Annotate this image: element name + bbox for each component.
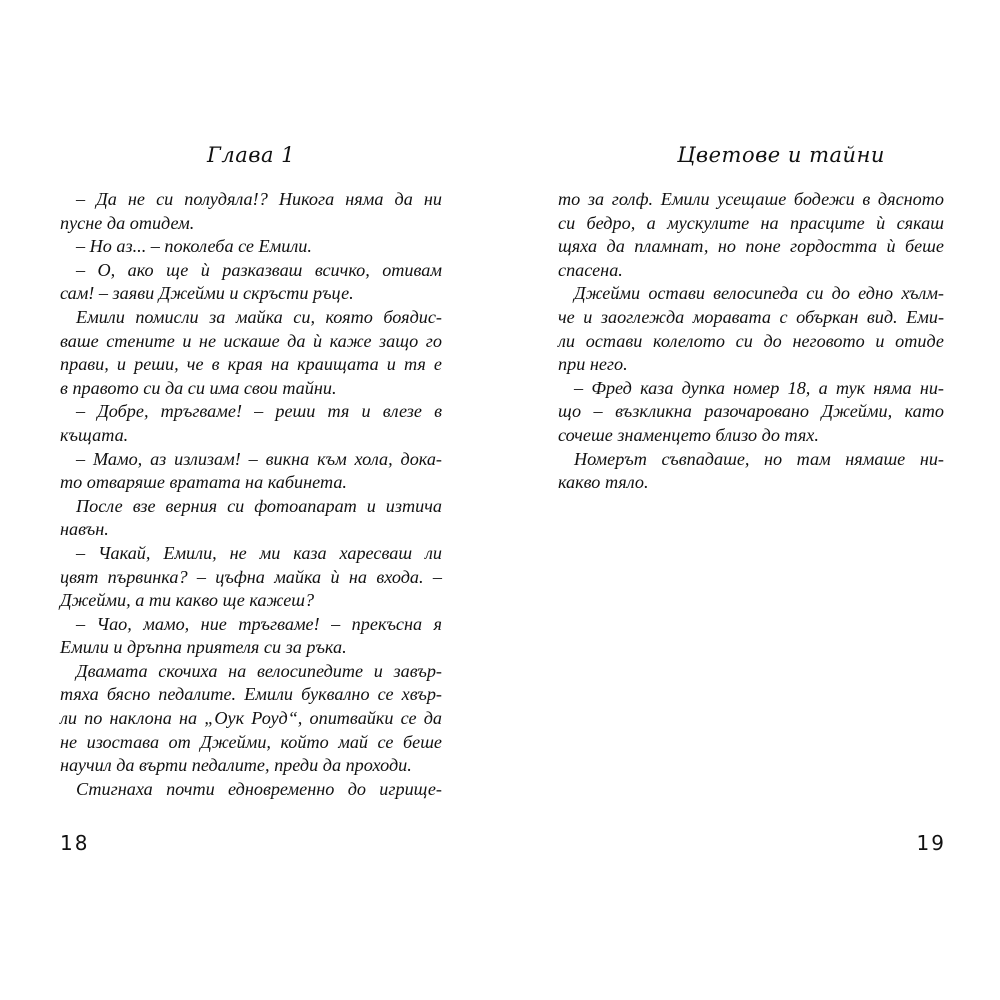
- text-line: спасена.: [558, 259, 623, 280]
- running-head-left: Глава 1: [206, 143, 296, 167]
- page-number-right: 19: [916, 831, 946, 855]
- text-line: че и заоглежда моравата с объркан вид. Еми-: [558, 306, 944, 327]
- text-line: що – възкликна разочаровано Джейми, като: [558, 401, 944, 422]
- text-line: цвят първинка? – цъфна майка ѝ на входа. –: [60, 566, 442, 587]
- text-line: – Но аз... – поколеба се Емили.: [76, 236, 312, 257]
- text-line: – Чакай, Емили, не ми каза харесваш ли: [76, 542, 442, 563]
- body-text-right: [558, 188, 944, 495]
- text-line: – Чао, мамо, ние тръгваме! – прекъсна я: [76, 613, 442, 634]
- text-line: къщата.: [60, 424, 129, 445]
- text-line: Джейми, а ти какво ще кажеш?: [60, 590, 315, 611]
- page-number-left: 18: [60, 831, 90, 855]
- text-line: навън.: [60, 519, 109, 540]
- text-line: пусне да отидем.: [60, 212, 195, 233]
- text-line: ли по наклона на „Оук Роуд“, опитвайки се да: [60, 708, 442, 729]
- text-line: – Фред каза дупка номер 18, а тук няма ни-: [574, 377, 944, 398]
- text-line: – Мамо, аз излизам! – викна към хола, дока-: [76, 448, 442, 469]
- text-line: сочеше знаменцето близо до тях.: [558, 424, 819, 445]
- text-line: Двамата скочиха на велосипедите и завър-: [76, 660, 442, 681]
- text-line: – Да не си полудяла!? Никога няма да ни: [76, 189, 442, 209]
- text-line: то за голф. Емили усещаше бодежи в дясното: [558, 189, 944, 209]
- running-head-right: Цветове и тайни: [677, 143, 885, 167]
- text-line: прави, и реши, че в края на краищата и тя е: [60, 354, 442, 375]
- text-line: при него.: [558, 354, 628, 375]
- text-line: После взе верния си фотоапарат и изтича: [76, 495, 442, 516]
- text-line: в правото си да си има свои тайни.: [60, 377, 337, 398]
- text-line: щяха да пламнат, но поне гордостта ѝ беше: [558, 236, 944, 257]
- text-line: не изостава от Джейми, който май се беше: [60, 731, 442, 752]
- text-line: тяха бясно педалите. Емили буквално се хвър-: [60, 684, 442, 705]
- text-line: Стигнаха почти едновременно до игрище-: [76, 778, 442, 799]
- text-line: – Добре, тръгваме! – реши тя и влезе в: [76, 401, 442, 422]
- text-line: то отваряше вратата на кабинета.: [60, 472, 347, 493]
- text-line: ли остави колелото си до неговото и отиде: [558, 330, 944, 351]
- text-line: какво тяло.: [558, 472, 649, 493]
- text-line: Номерът съвпадаше, но там нямаше ни-: [574, 448, 944, 469]
- text-line: – О, ако ще ѝ разказваш всичко, отивам: [76, 259, 442, 280]
- text-line: Емили и дръпна приятеля си за ръка.: [60, 637, 347, 658]
- left-page: [60, 0, 442, 1000]
- text-line: Джейми остави велосипеда си до едно хълм-: [574, 283, 944, 304]
- body-text-left: [60, 188, 442, 801]
- text-line: си бедро, а мускулите на прасците ѝ сякаш: [558, 212, 944, 233]
- right-page: [558, 0, 944, 1000]
- text-line: Емили помисли за майка си, която боядис-: [76, 306, 442, 327]
- text-line: ваше стените и не искаше да ѝ каже защо го: [60, 330, 442, 351]
- text-line: сам! – заяви Джейми и скръсти ръце.: [60, 283, 354, 304]
- text-line: научил да върти педалите, преди да проходи.: [60, 755, 412, 776]
